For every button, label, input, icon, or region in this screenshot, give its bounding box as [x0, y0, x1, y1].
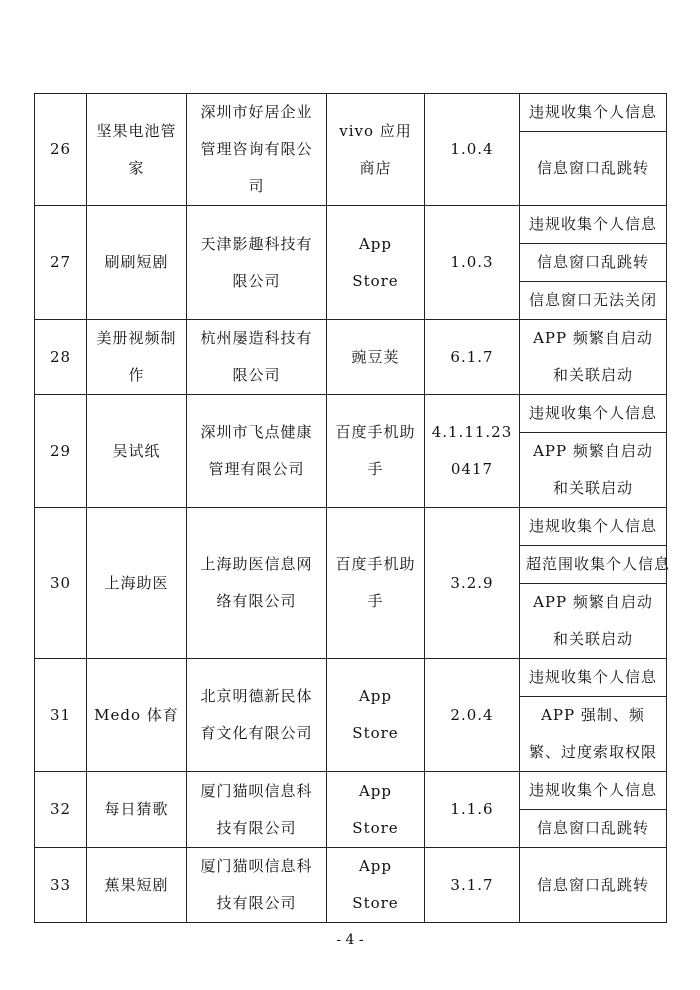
app-version: 2.0.4: [425, 659, 520, 772]
row-number: 30: [35, 508, 87, 659]
issue-cell: 违规收集个人信息: [520, 395, 667, 433]
table-row: [35, 772, 667, 810]
app-violation-table: [34, 93, 671, 923]
row-number: 26: [35, 94, 87, 206]
app-store: 百度手机助手: [327, 508, 425, 659]
app-store: App Store: [327, 848, 425, 923]
app-name: Medo 体育: [87, 659, 187, 772]
issue-cell: 超范围收集个人信息: [520, 546, 667, 584]
table-row: [35, 94, 667, 132]
app-version: 3.2.9: [425, 508, 520, 659]
app-store: App Store: [327, 659, 425, 772]
table-row: [35, 659, 667, 697]
issue-cell: 违规收集个人信息: [520, 772, 667, 810]
issue-cell: 信息窗口乱跳转: [520, 244, 667, 282]
app-version: 6.1.7: [425, 320, 520, 395]
table-row: [35, 320, 667, 395]
issue-cell: 信息窗口无法关闭: [520, 282, 667, 320]
app-version: 1.0.3: [425, 206, 520, 320]
row-number: 27: [35, 206, 87, 320]
app-version: 4.1.11.230417: [425, 395, 520, 508]
company-name: 上海助医信息网络有限公司: [187, 508, 327, 659]
app-version: 1.1.6: [425, 772, 520, 848]
app-store: 百度手机助手: [327, 395, 425, 508]
app-store: vivo 应用商店: [327, 94, 425, 206]
issue-cell: APP 频繁自启动和关联启动: [520, 433, 667, 508]
app-name: 美册视频制作: [87, 320, 187, 395]
app-name: 每日猜歌: [87, 772, 187, 848]
issue-cell: 信息窗口乱跳转: [520, 848, 667, 923]
issue-cell: APP 频繁自启动和关联启动: [520, 584, 667, 659]
app-store: App Store: [327, 772, 425, 848]
app-name: 蕉果短剧: [87, 848, 187, 923]
row-number: 33: [35, 848, 87, 923]
company-name: 天津影趣科技有限公司: [187, 206, 327, 320]
company-name: 北京明德新民体育文化有限公司: [187, 659, 327, 772]
app-name: 刷刷短剧: [87, 206, 187, 320]
table-row: [35, 508, 667, 546]
company-name: 厦门猫呗信息科技有限公司: [187, 848, 327, 923]
issue-cell: 违规收集个人信息: [520, 94, 667, 132]
issue-cell: 违规收集个人信息: [520, 659, 667, 697]
app-name: 坚果电池管家: [87, 94, 187, 206]
row-number: 32: [35, 772, 87, 848]
row-number: 31: [35, 659, 87, 772]
issue-cell: 信息窗口乱跳转: [520, 810, 667, 848]
app-version: 1.0.4: [425, 94, 520, 206]
app-store: App Store: [327, 206, 425, 320]
app-store: 豌豆荚: [327, 320, 425, 395]
company-name: 深圳市好居企业管理咨询有限公司: [187, 94, 327, 206]
issue-cell: 信息窗口乱跳转: [520, 132, 667, 206]
issue-cell: 违规收集个人信息: [520, 508, 667, 546]
app-version: 3.1.7: [425, 848, 520, 923]
table-row: [35, 848, 667, 923]
company-name: 厦门猫呗信息科技有限公司: [187, 772, 327, 848]
issue-cell: APP 频繁自启动和关联启动: [520, 320, 667, 395]
row-number: 29: [35, 395, 87, 508]
table-row: [35, 395, 667, 433]
company-name: 杭州屡造科技有限公司: [187, 320, 327, 395]
app-name: 上海助医: [87, 508, 187, 659]
table-body: [35, 94, 671, 923]
page-number: - 4 -: [336, 932, 364, 948]
issue-cell: 违规收集个人信息: [520, 206, 667, 244]
table-row: [35, 206, 667, 244]
company-name: 深圳市飞点健康管理有限公司: [187, 395, 327, 508]
row-number: 28: [35, 320, 87, 395]
app-name: 吴试纸: [87, 395, 187, 508]
issue-cell: APP 强制、频繁、过度索取权限: [520, 697, 667, 772]
